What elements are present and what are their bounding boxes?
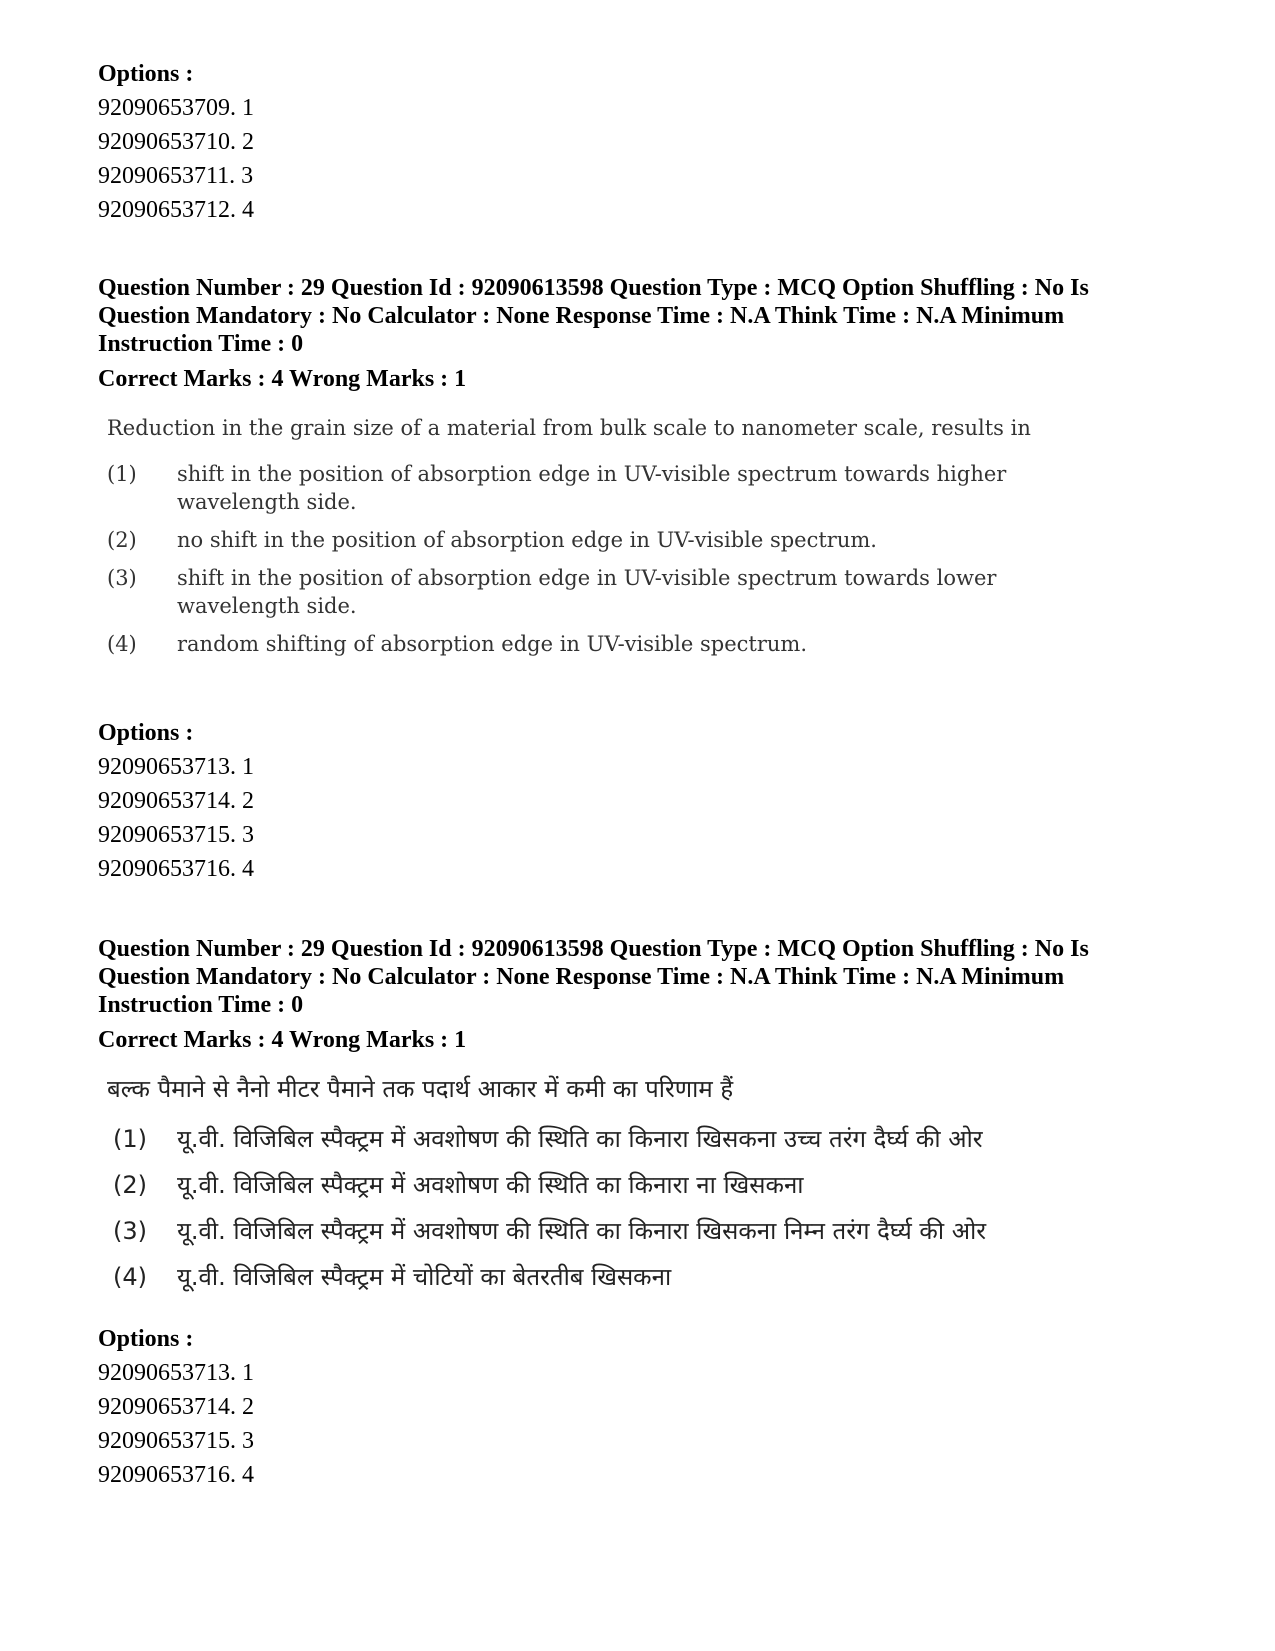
choice-4 xyxy=(107,630,1067,658)
option-line: 92090653714. 2 xyxy=(98,1394,254,1420)
choice-3 xyxy=(107,564,1067,620)
question-header-hi xyxy=(98,935,1178,1054)
options-label: Options : xyxy=(98,720,194,746)
question-meta: Question Number : 29 Question Id : 92090613598 Question Type : MCQ Option Shuffling : No Is Question Mandatory : No Calculator : None Response Time : N.A Think Time : N.A Minimum Instruction Time : 0 xyxy=(98,936,1089,1018)
question-meta: Question Number : 29 Question Id : 92090613598 Question Type : MCQ Option Shuffling : No Is Question Mandatory : No Calculator : None Response Time : N.A Think Time : N.A Minimum Instruction Time : 0 xyxy=(98,275,1089,357)
choice-number: (4) xyxy=(107,632,137,656)
choice-number: (3) xyxy=(107,566,137,590)
question-header-en xyxy=(98,274,1178,393)
question-stem: Reduction in the grain size of a material from bulk scale to nanometer scale, results in xyxy=(107,416,1031,440)
choice-text: यू.वी. विजिबिल स्पैक्ट्रम में अवशोषण की स्थिति का किनारा ना खिसकना xyxy=(177,1171,804,1199)
choice-text: shift in the position of absorption edge in UV-visible spectrum towards higher wavelength side. xyxy=(177,462,1007,514)
choice-number: (1) xyxy=(113,1125,147,1153)
question-stem: बल्क पैमाने से नैनो मीटर पैमाने तक पदार्थ आकार में कमी का परिणाम हैं xyxy=(107,1075,734,1103)
option-line: 92090653712. 4 xyxy=(98,197,254,223)
choice-number: (2) xyxy=(107,528,137,552)
choice-3 xyxy=(107,1214,1067,1248)
option-line: 92090653715. 3 xyxy=(98,822,254,848)
option-line: 92090653715. 3 xyxy=(98,1428,254,1454)
choice-number: (2) xyxy=(113,1171,147,1199)
choice-number: (3) xyxy=(113,1217,147,1245)
choice-text: no shift in the position of absorption edge in UV-visible spectrum. xyxy=(177,528,877,552)
option-line: 92090653716. 4 xyxy=(98,856,254,882)
options-block-2 xyxy=(98,717,254,886)
option-line: 92090653716. 4 xyxy=(98,1462,254,1488)
question-body-hi xyxy=(107,1072,1067,1294)
option-line: 92090653710. 2 xyxy=(98,129,254,155)
choice-text: यू.वी. विजिबिल स्पैक्ट्रम में चोटियों का बेतरतीब खिसकना xyxy=(177,1263,672,1291)
choice-number: (1) xyxy=(107,462,137,486)
choice-number: (4) xyxy=(113,1263,147,1291)
options-block-1 xyxy=(98,58,254,227)
choice-text: random shifting of absorption edge in UV-visible spectrum. xyxy=(177,632,807,656)
options-label: Options : xyxy=(98,1326,194,1352)
marks-line: Correct Marks : 4 Wrong Marks : 1 xyxy=(98,1027,467,1053)
choice-1 xyxy=(107,460,1067,516)
option-line: 92090653713. 1 xyxy=(98,1360,254,1386)
options-block-3 xyxy=(98,1323,254,1492)
choice-text: shift in the position of absorption edge in UV-visible spectrum towards lower wavelength side. xyxy=(177,566,997,618)
marks-line: Correct Marks : 4 Wrong Marks : 1 xyxy=(98,366,467,392)
choice-text: यू.वी. विजिबिल स्पैक्ट्रम में अवशोषण की स्थिति का किनारा खिसकना निम्न तरंग दैर्घ्य की ओर xyxy=(177,1217,987,1245)
options-label: Options : xyxy=(98,61,194,87)
option-line: 92090653711. 3 xyxy=(98,163,254,189)
option-line: 92090653709. 1 xyxy=(98,95,254,121)
question-body-en xyxy=(107,414,1067,658)
choice-1 xyxy=(107,1122,1067,1156)
choice-4 xyxy=(107,1260,1067,1294)
option-line: 92090653714. 2 xyxy=(98,788,254,814)
choice-2 xyxy=(107,526,1067,554)
choice-text: यू.वी. विजिबिल स्पैक्ट्रम में अवशोषण की स्थिति का किनारा खिसकना उच्च तरंग दैर्घ्य की ओर xyxy=(177,1125,983,1153)
choice-2 xyxy=(107,1168,1067,1202)
option-line: 92090653713. 1 xyxy=(98,754,254,780)
